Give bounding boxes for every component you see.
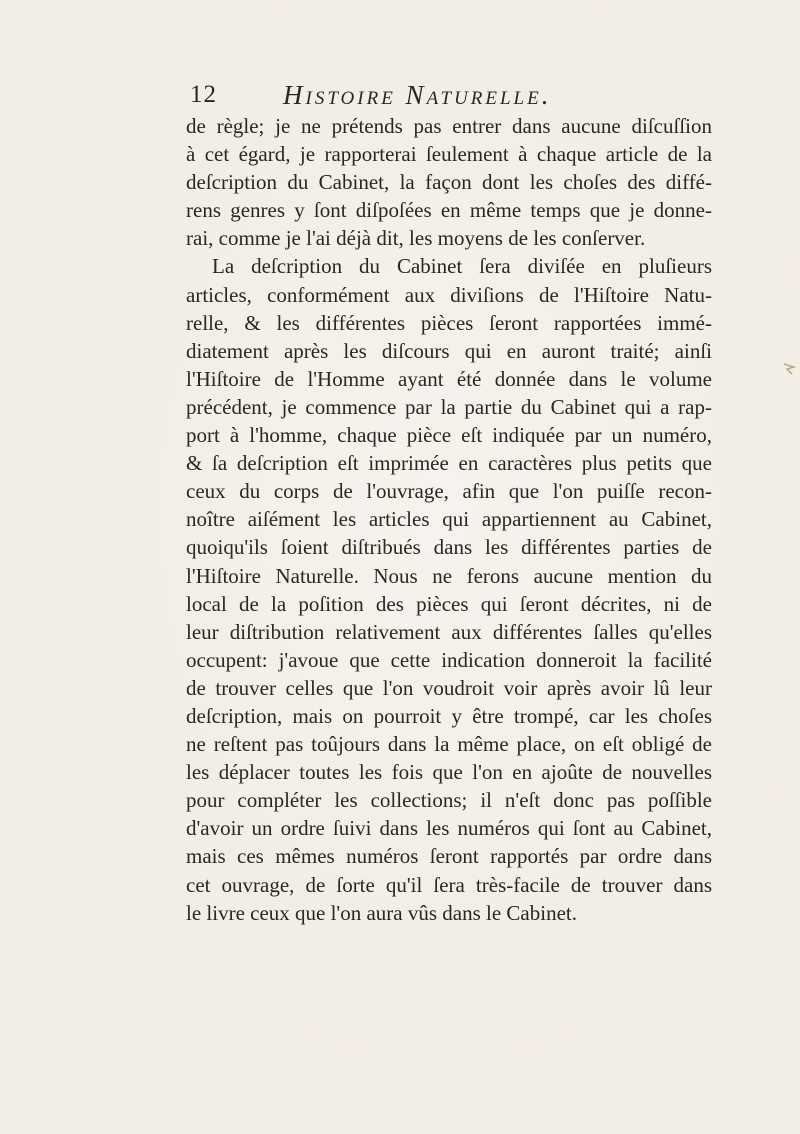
text-line: de règle; je ne prétends pas entrer dans aucune diſcuſſion xyxy=(186,114,712,138)
text-line: articles, conformément aux diviſions de l'Hiſtoire Natu- xyxy=(186,282,712,307)
text-line: ceux du corps de l'ouvrage, afin que l'on puiſſe recon- xyxy=(186,479,712,504)
text-line: rens genres y ſont diſpoſées en même temps que je donne- xyxy=(186,198,712,223)
text-line: noître aiſément les articles qui appartiennent au Cabinet, xyxy=(186,507,712,532)
paragraph-start-line: La deſcription du Cabinet ſera diviſée en pluſieurs xyxy=(212,254,712,279)
text-line: l'Hiſtoire de l'Homme ayant été donnée dans le volume xyxy=(186,366,712,391)
text-line: leur diſtribution relativement aux différentes ſalles qu'elles xyxy=(186,619,712,644)
text-line: mais ces mêmes numéros ſeront rapportés par ordre dans xyxy=(186,844,712,869)
page-number: 12 xyxy=(190,81,217,108)
text-line: port à l'homme, chaque pièce eſt indiquée par un numéro, xyxy=(186,423,712,448)
text-line: rai, comme je l'ai déjà dit, les moyens de les conſerver. xyxy=(186,226,646,251)
text-line: relle, & les différentes pièces ſeront rapportées immé- xyxy=(186,310,712,335)
text-line: précédent, je commence par la partie du Cabinet qui a rap- xyxy=(186,394,712,419)
text-line: & ſa deſcription eſt imprimée en caractères plus petits que xyxy=(186,451,712,476)
text-line: ne reſtent pas toûjours dans la même place, on eſt obligé de xyxy=(186,732,712,757)
text-line: les déplacer toutes les fois que l'on en ajoûte de nouvelles xyxy=(186,760,712,785)
text-line: le livre ceux que l'on aura vûs dans le Cabinet. xyxy=(186,900,577,925)
text-line: deſcription du Cabinet, la façon dont les choſes des diffé- xyxy=(186,170,712,195)
running-head-title: Histoire Naturelle. xyxy=(283,80,552,110)
text-line: occupent: j'avoue que cette indication donneroit la facilité xyxy=(186,647,712,672)
text-line: diatement après les diſcours qui en auront traité; ainſi xyxy=(186,338,712,363)
body-text xyxy=(186,112,712,927)
text-line: pour compléter les collections; il n'eſt donc pas poſſible xyxy=(186,788,712,813)
text-line: deſcription, mais on pourroit y être trompé, car les choſes xyxy=(186,703,712,728)
text-line: quoiqu'ils ſoient diſtribués dans les différentes parties de xyxy=(186,535,712,560)
text-line: local de la poſition des pièces qui ſeront décrites, ni de xyxy=(186,591,712,616)
text-line: l'Hiſtoire Naturelle. Nous ne ferons aucune mention du xyxy=(186,563,712,588)
running-head xyxy=(190,78,630,112)
text-line: cet ouvrage, de ſorte qu'il ſera très-facile de trouver dans xyxy=(186,872,712,897)
text-line: d'avoir un ordre ſuivi dans les numéros qui ſont au Cabinet, xyxy=(186,816,712,841)
text-line: de trouver celles que l'on voudroit voir après avoir lû leur xyxy=(186,675,712,700)
text-line: à cet égard, je rapporterai ſeulement à chaque article de la xyxy=(186,142,712,167)
margin-ink-mark xyxy=(782,362,796,376)
